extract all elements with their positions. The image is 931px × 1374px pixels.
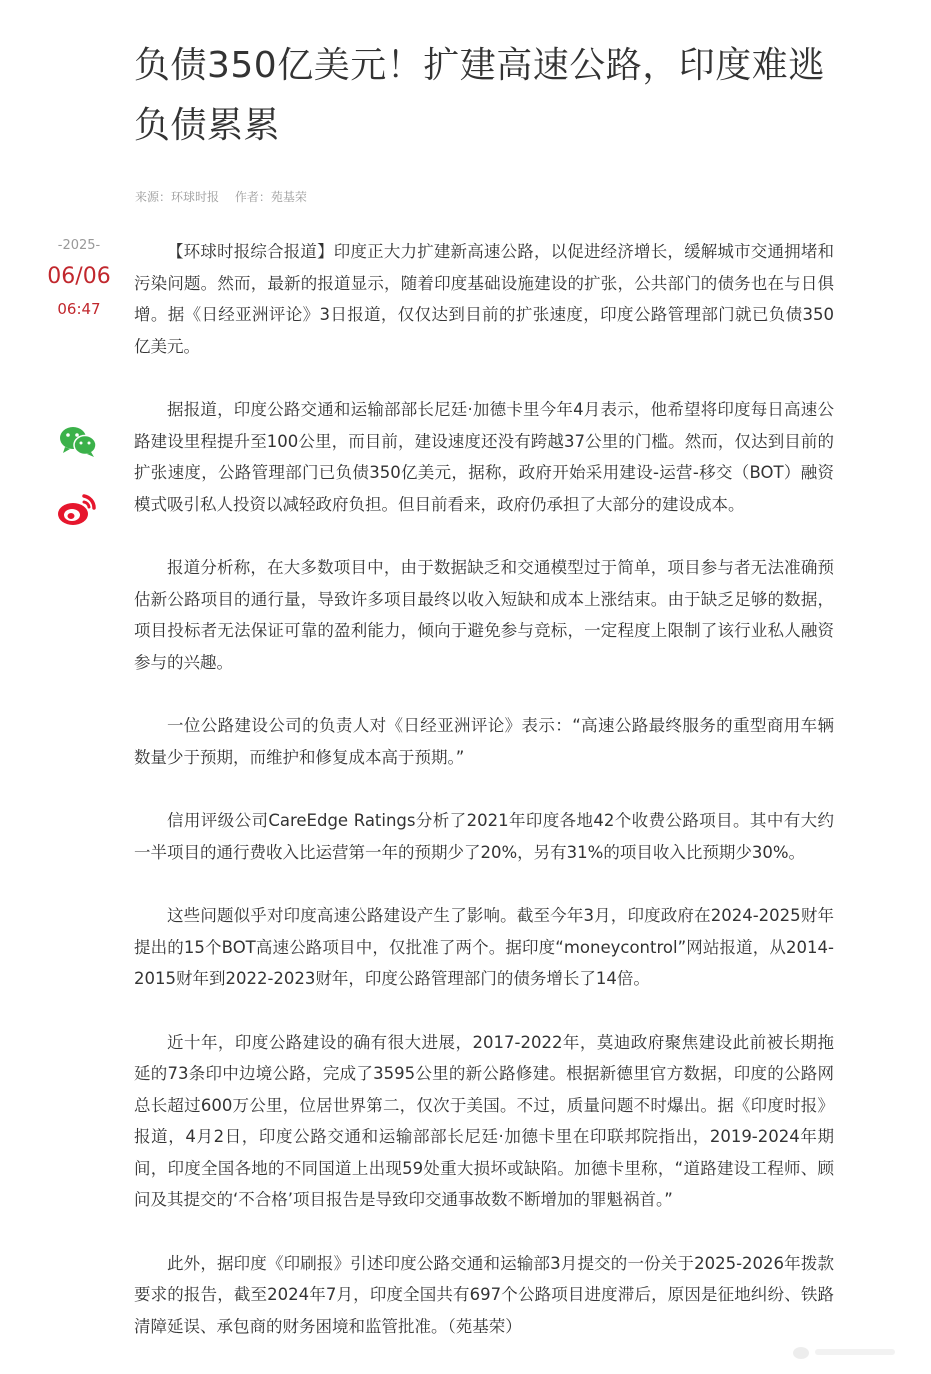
wechat-share-icon[interactable] [58,424,98,460]
article-source: 来源：环球时报 [135,190,220,204]
article-meta [135,188,319,205]
publish-month-day: 06/06 [47,264,111,289]
publish-year: -2025- [57,238,101,253]
article-title: 负债350亿美元！扩建高速公路，印度难逃负债累累 [134,45,825,146]
publish-date [40,236,118,320]
article-body [134,236,834,1374]
weibo-share-icon[interactable] [56,492,98,528]
article-author: 作者：苑基荣 [234,190,307,204]
paragraph-3: 报道分析称，在大多数项目中，由于数据缺乏和交通模型过于简单，项目参与者无法准确预估新公路项目的通行量，导致许多项目最终以收入短缺和成本上涨结束。由于缺乏足够的数据，项目投标者无法保证可靠的盈利能力，倾向于避免参与竞标，一定程度上限制了该行业私人融资参与的兴趣。 [134,558,834,672]
paragraph-4: 一位公路建设公司的负责人对《日经亚洲评论》表示：“高速公路最终服务的重型商用车辆数量少于预期，而维护和修复成本高于预期。” [134,716,834,767]
watermark-icon [791,1342,901,1362]
paragraph-2: 据报道，印度公路交通和运输部部长尼廷·加德卡里今年4月表示，他希望将印度每日高速公路建设里程提升至100公里，而目前，建设速度还没有跨越37公里的门槛。然而，仅达到目前的扩张速度，公路管理部门已负债350亿美元，据称，政府开始采用建设-运营-移交（BOT）融资模式吸引私人投资以减轻政府负担。但目前看来，政府仍承担了大部分的建设成本。 [134,400,834,514]
paragraph-6: 这些问题似乎对印度高速公路建设产生了影响。截至今年3月，印度政府在2024-2025财年提出的15个BOT高速公路项目中，仅批准了两个。据印度“moneycontrol”网站报道，从2014-2015财年到2022-2023财年，印度公路管理部门的债务增长了14倍。 [134,906,834,988]
publish-time: 06:47 [57,300,101,318]
paragraph-1: 【环球时报综合报道】印度正大力扩建新高速公路，以促进经济增长，缓解城市交通拥堵和污染问题。然而，最新的报道显示，随着印度基础设施建设的扩张，公共部门的债务也在与日俱增。据《日经亚洲评论》3日报道，仅仅达到目前的扩张速度，印度公路管理部门就已负债350亿美元。 [134,242,834,356]
paragraph-8: 此外，据印度《印刷报》引述印度公路交通和运输部3月提交的一份关于2025-2026年拨款要求的报告，截至2024年7月，印度全国共有697个公路项目进度滞后，原因是征地纠纷、铁路清障延误、承包商的财务困境和监管批准。（苑基荣） [134,1253,834,1336]
paragraph-5: 信用评级公司CareEdge Ratings分析了2021年印度各地42个收费公路项目。其中有大约一半项目的通行费收入比运营第一年的预期少了20%，另有31%的项目收入比预期少30%。 [134,811,834,862]
paragraph-7: 近十年，印度公路建设的确有很大进展，2017-2022年，莫迪政府聚焦建设此前被长期拖延的73条印中边境公路，完成了3595公里的新公路修建。根据新德里官方数据，印度的公路网总长超过600万公里，位居世界第二，仅次于美国。不过，质量问题不时爆出。据《印度时报》报道，4月2日，印度公路交通和运输部部长尼廷·加德卡里在印联邦院指出，2019-2024年期间，印度全国各地的不同国道上出现59处重大损坏或缺陷。加德卡里称，“道路建设工程师、顾问及其提交的‘不合格’项目报告是导致印交通事故数不断增加的罪魁祸首。” [134,1032,834,1209]
